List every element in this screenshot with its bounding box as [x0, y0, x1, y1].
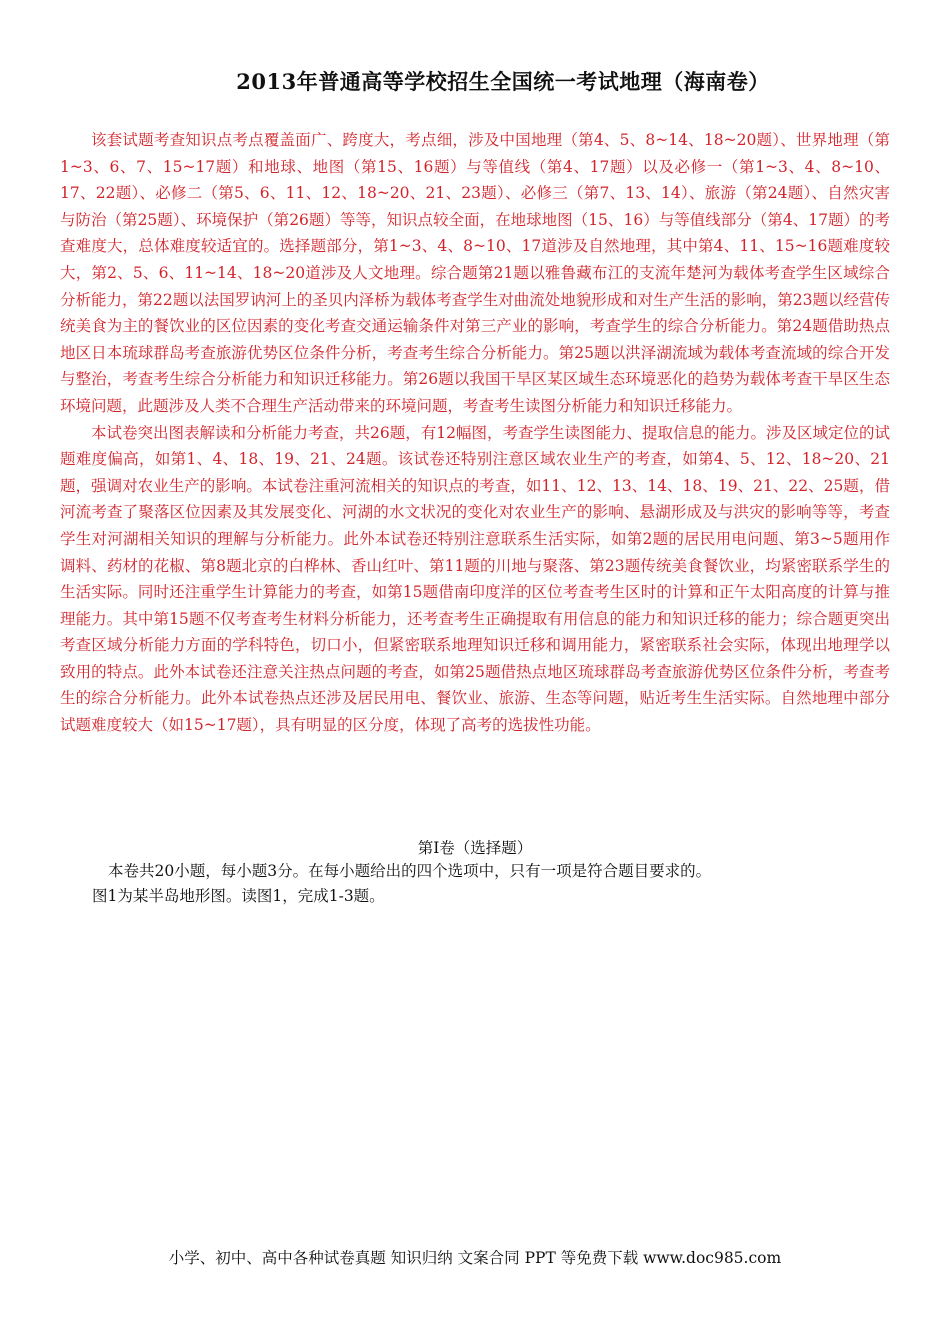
page-footer: 小学、初中、高中各种试卷真题 知识归纳 文案合同 PPT 等免费下载 www.doc985.com	[168, 1249, 782, 1267]
summary-paragraph: 本试卷突出图表解读和分析能力考查，共26题，有12幅图，考查学生读图能力、提取信息的能力。涉及区域定位的试题难度偏高，如第1、4、18、19、21、24题。该试卷还特别注意区域农业生产的考查，如第4、5、12、18~20、21题，强调对农业生产的影响。本试卷注重河流相关的知识点的考查，如11、12、13、14、18、19、21、22、25题，借河流考查了聚落区位因素及其发展变化、河湖的水文状况的变化对农业生产的影响、悬湖形成及与洪灾的影响等等，考查学生对河湖相关知识的理解与分析能力。此外本试卷还特别注意联系生活实际，如第2题的居民用电问题、第3~5题用作调料、药材的花椒、第8题北京的白桦林、香山红叶、第11题的川地与聚落、第23题传统美食餐饮业，均紧密联系学生的生活实际。同时还注重学生计算能力的考查，如第15题借南印度洋的区位考查考生区时的计算和正午太阳高度的计算与推理能力。其中第15题不仅考查考生材料分析能力，还考查考生正确提取有用信息的能力和知识迁移的能力；综合题更突出考查区域分析能力方面的学科特色，切口小，但紧密联系地理知识迁移和调用能力，紧密联系社会实际，体现出地理学以致用的特点。此外本试卷还注意关注热点问题的考查，如第25题借热点地区琉球群岛考查旅游优势区位条件分析，考查考生的综合分析能力。此外本试卷热点还涉及居民用电、餐饮业、旅游、生态等问题，贴近考生生活实际。自然地理中部分试题难度较大（如15~17题），具有明显的区分度，体现了高考的选拔性功能。	[60, 423, 890, 735]
exam-summary	[60, 127, 890, 739]
document-title: 2013年普通高等学校招生全国统一考试地理（海南卷）	[236, 69, 770, 94]
summary-paragraph: 该套试题考查知识点考点覆盖面广、跨度大，考点细，涉及中国地理（第4、5、8~14、18~20题）、世界地理（第1~3、6、7、15~17题）和地球、地图（第15、16题）与等值线（第4、17题）以及必修一（第1~3、4、8~10、17、22题）、必修二（第5、6、11、12、18~20、21、23题）、必修三（第7、13、14）、旅游（第24题）、自然灾害与防治（第25题）、环境保护（第26题）等等，知识点较全面，在地球地图（15、16）与等值线部分（第4、17题）的考查难度大，总体难度较适宜的。选择题部分，第1~3、4、8~10、17道涉及自然地理，其中第4、11、15~16题难度较大，第2、5、6、11~14、18~20道涉及人文地理。综合题第21题以雅鲁藏布江的支流年楚河为载体考查学生区域综合分析能力，第22题以法国罗讷河上的圣贝内泽桥为载体考查学生对曲流处地貌形成和对生产生活的影响，第23题以经营传统美食为主的餐饮业的区位因素的变化考查交通运输条件对第三产业的影响，考查学生的综合分析能力。第24题借助热点地区日本琉球群岛考查旅游优势区位条件分析，考查考生综合分析能力。第25题以洪泽湖流域为载体考查流域的综合开发与整治，考查考生综合分析能力和知识迁移能力。第26题以我国干旱区某区域生态环境恶化的趋势为载体考查干旱区生态环境问题，此题涉及人类不合理生产活动带来的环境问题，考查考生读图分析能力和知识迁移能力。	[60, 131, 890, 415]
section-heading: 第Ⅰ卷（选择题）	[417, 839, 533, 857]
section-instructions: 本卷共20小题，每小题3分。在每小题给出的四个选项中，只有一项是符合题目要求的。	[108, 862, 712, 880]
question-intro: 图1为某半岛地形图。读图1，完成1-3题。	[92, 887, 385, 905]
